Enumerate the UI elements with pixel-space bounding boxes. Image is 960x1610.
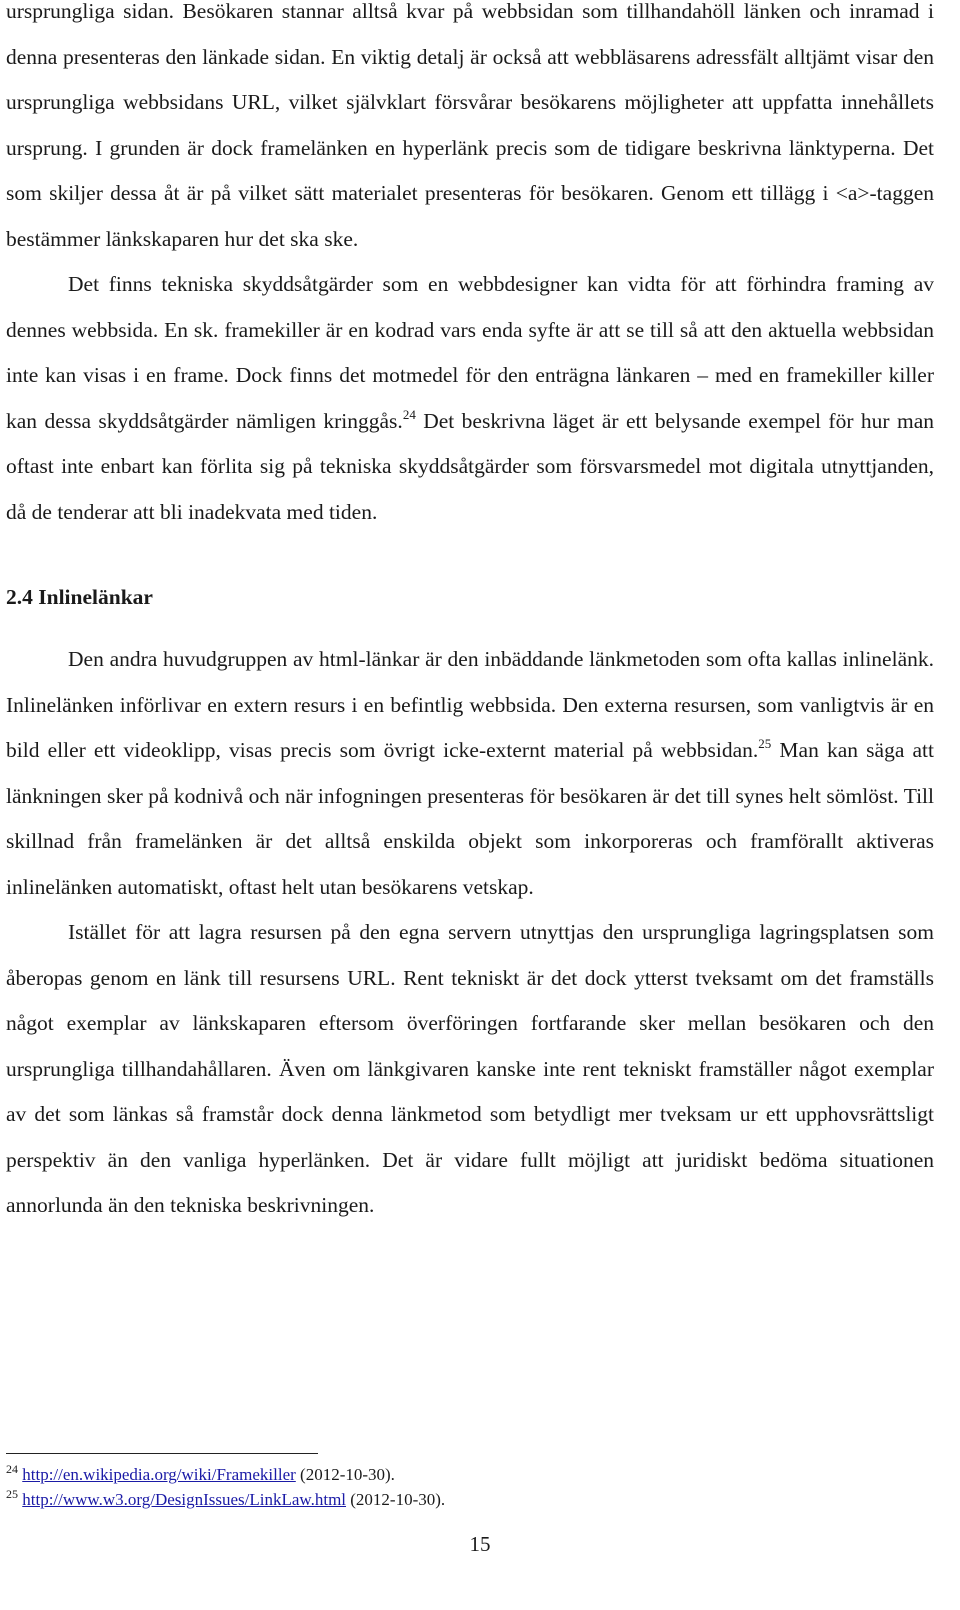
paragraph-inline-intro: [6, 637, 934, 910]
footnote-date: (2012-10-30).: [295, 1465, 395, 1484]
footnote-number: 24: [6, 1462, 18, 1476]
footnote-link[interactable]: http://en.wikipedia.org/wiki/Framekiller: [22, 1465, 296, 1484]
footnote-number: 25: [6, 1487, 18, 1501]
footnotes: [6, 1462, 445, 1512]
footnote-ref-24[interactable]: 24: [402, 406, 416, 422]
footnote-divider: [6, 1453, 318, 1454]
footnote-date: (2012-10-30).: [346, 1490, 446, 1509]
page-number: 15: [469, 1532, 491, 1556]
footnote-24: [6, 1462, 445, 1487]
section-heading: 2.4 Inlinelänkar: [6, 585, 153, 609]
paragraph-framekiller: [6, 262, 934, 535]
paragraph-text: Det beskrivna läget är ett belysande exempel för hur man oftast inte enbart kan förlita sig på tekniska skyddsåtgärder som försvarsmedel mot digitala utnyttjanden, då de tenderar att bli inadekvata med tiden.: [6, 408, 934, 524]
paragraph-text: Man kan säga att länkningen sker på kodnivå och när infogningen presenteras för besökaren är det till synes helt sömlöst. Till skillnad från framelänken är det alltså enskilda objekt som inkorporeras och framförallt aktiveras inlinelänken automatiskt, oftast helt utan besökarens vetskap.: [6, 738, 934, 899]
footnote-ref-25[interactable]: 25: [758, 736, 772, 751]
paragraph-framelink-continued: ursprungliga sidan. Besökaren stannar alltså kvar på webbsidan som tillhandahöll länken och inramad i denna presenteras den länkade sidan. En viktig detalj är också att webbläsarens adressfält alltjämt visar den ursprungliga webbsidans URL, vilket självklart försvårar besökarens möjligheter att uppfatta innehållets ursprung. I grunden är dock framelänken en hyperlänk precis som de tidigare beskrivna länktyperna. Det som skiljer dessa åt är på vilket sätt materialet presenteras för besökaren. Genom ett tillägg i <a>-taggen bestämmer länkskaparen hur det ska ske.: [6, 0, 934, 251]
paragraph-text: Den andra huvudgruppen av html-länkar är den inbäddande länkmetoden som ofta kallas inlinelänk. Inlinelänken införlivar en extern resurs i en befintlig webbsida. Den externa resursen, som vanligtvis är en bild eller ett videoklipp, visas precis som övrigt icke-externt material på webbsidan.: [6, 647, 934, 762]
footnote-link[interactable]: http://www.w3.org/DesignIssues/LinkLaw.html: [22, 1490, 347, 1509]
paragraph-storage: Istället för att lagra resursen på den egna servern utnyttjas den ursprungliga lagringsplatsen som åberopas genom en länk till resursens URL. Rent tekniskt är det dock ytterst tveksamt om det framställs något exemplar av länkskaparen eftersom överföringen fortfarande sker mellan besökaren och den ursprungliga tillhandahållaren. Även om länkgivaren kanske inte rent tekniskt framställer något exemplar av det som länkas så framstår dock denna länkmetod som betydligt mer tveksam ur ett upphovsrättsligt perspektiv än den vanliga hyperlänken. Det är vidare fullt möjligt att juridiskt bedöma situationen annorlunda än den tekniska beskrivningen.: [6, 920, 934, 1217]
paragraph-text: Det finns tekniska skyddsåtgärder som en webbdesigner kan vidta för att förhindra framing av dennes webbsida. En sk. framekiller är en kodrad vars enda syfte är att se till så att den aktuella webbsidan inte kan visas i en frame. Dock finns det motmedel för den enträgna länkaren – med en framekiller killer kan dessa skyddsåtgärder nämligen kringgås.: [6, 272, 934, 433]
footnote-25: [6, 1487, 445, 1512]
